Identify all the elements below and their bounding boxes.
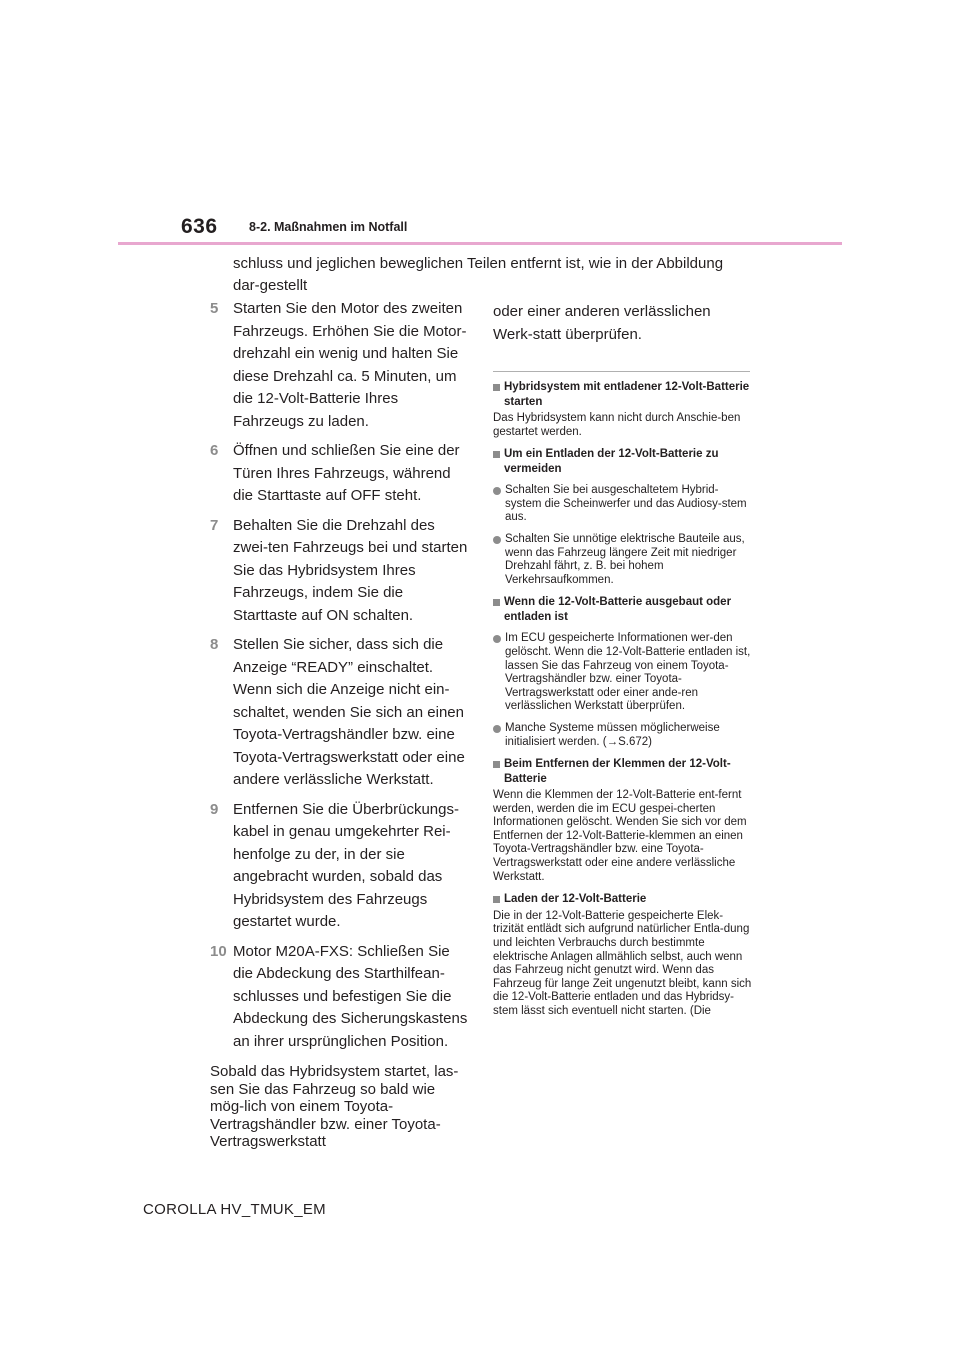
square-bullet-icon [493,451,500,458]
note-heading-text: Laden der 12-Volt-Batterie [504,893,647,906]
step-number: 9 [210,800,219,818]
section-title: 8-2. Maßnahmen im Notfall [249,220,408,234]
note-bullet-text: Im ECU gespeicherte Informationen wer-den gelöscht. Wenn die 12-Volt-Batterie entladen ist, lassen Sie das Fahrzeug von einem Toyota-Vertragshändler bzw. einer Toyota-Vertragswerkstatt oder einer ande-ren verlässlichen Werkstatt überprüfen. [505,632,751,713]
circle-bullet-icon [493,487,501,495]
note-body: Das Hybridsystem kann nicht durch Anschie-ben gestartet werden. [493,412,741,438]
note-heading-text: Hybridsystem mit entladener 12-Volt-Batterie starten [504,381,750,408]
note-body: Die in der 12-Volt-Batterie gespeicherte Elek-trizität entlädt sich aufgrund natürlicher Entla-dung und leichten Verbrauchs durch bestimmte elektrische Anlagen allmählich selbst, auch wenn das Fahrzeug nicht genutzt wird. Wenn das Fahrzeug für lange Zeit ungenutzt bleibt, kann sich die 12-Volt-Batterie entladen und das Hybridsy-stem lässt sich eventuell nicht starten. (Die [493,909,752,1017]
note-bullet-text: Schalten Sie bei ausgeschaltetem Hybrid-system die Scheinwerfer und das Audiosy-stem aus. [505,484,747,524]
note-heading [493,595,753,624]
note-heading [493,757,753,786]
steps-column [210,298,470,1151]
notes-divider [493,371,750,372]
intro-paragraph: schluss und jeglichen beweglichen Teilen entfernt ist, wie in der Abbildung dar-gestellt [233,255,724,294]
square-bullet-icon [493,599,500,606]
note-heading-text: Wenn die 12-Volt-Batterie ausgebaut oder entladen ist [504,596,732,623]
note-bullet [493,484,753,525]
note-bullet-text: Manche Systeme müssen möglicherweise initialisiert werden. (→S.672) [505,721,720,748]
step-number: 6 [210,442,219,459]
note-heading [493,447,753,476]
step-number: 5 [210,300,219,317]
circle-bullet-icon [493,725,501,733]
footer-model-code: COROLLA HV_TMUK_EM [143,1201,326,1218]
step-item [210,634,470,792]
note-heading-text: Beim Entfernen der Klemmen der 12-Volt-Batterie [504,758,731,785]
note-heading-text: Um ein Entladen der 12-Volt-Batterie zu vermeiden [504,448,719,475]
note-heading [493,380,753,409]
note-bullet [493,632,753,714]
notes-column [493,301,753,1019]
circle-bullet-icon [493,635,501,643]
note-bullet [493,533,753,587]
step-item [210,440,470,508]
step-text: Öffnen und schließen Sie eine der Türen Ihres Fahrzeugs, während die Starttaste auf OFF steht. [233,442,460,504]
step-number: 8 [210,636,219,653]
step-text: Entfernen Sie die Überbrückungs-kabel in genau umgekehrter Rei-henfolge zu der, in der sie angebracht wurden, sobald das Hybridsystem des Fahrzeugs gestartet wurde. [233,800,459,930]
step-item [210,298,470,433]
step-item [210,515,470,628]
note-bullet [493,722,753,749]
square-bullet-icon [493,384,500,391]
note-body: Wenn die Klemmen der 12-Volt-Batterie ent-fernt werden, werden die im ECU gespei-cherten Informationen gelöscht. Wenden Sie sich vor dem Entfernen der 12-Volt-Batterie-klemmen an einen Toyota-Vertragshändler bzw. eine Toyota-Vertragswerkstatt oder eine andere verlässliche Werkstatt. [493,789,747,883]
page-number: 636 [181,215,218,238]
step-text: Stellen Sie sicher, dass sich die Anzeige “READY” einschaltet. Wenn sich die Anzeige nicht ein-schaltet, wenden Sie sich an einen Toyota-Vertragshändler bzw. eine Toyota-Vertragswerkstatt oder eine andere verlässliche Werkstatt. [233,636,465,788]
continuation-text: oder einer anderen verlässlichen Werk-statt überprüfen. [493,303,711,343]
step-text: Starten Sie den Motor des zweiten Fahrzeugs. Erhöhen Sie die Motor-drehzahl ein wenig und halten Sie diese Drehzahl ca. 5 Minuten, um die 12-Volt-Batterie Ihres Fahrzeugs zu laden. [233,300,467,430]
step-text: Behalten Sie die Drehzahl des zwei-ten Fahrzeugs bei und starten Sie das Hybridsystem Ihres Fahrzeugs, indem Sie die Starttaste auf ON schalten. [233,516,468,624]
circle-bullet-icon [493,536,501,544]
step-item [210,799,470,934]
square-bullet-icon [493,761,500,768]
step-text: Motor M20A-FXS: Schließen Sie die Abdeckung des Starthilfean-schlusses und befestigen Sie die Abdeckung des Sicherungskastens an ihrer ursprünglichen Position. [233,942,468,1050]
note-heading [493,892,753,907]
closing-paragraph: Sobald das Hybridsystem startet, las-sen Sie das Fahrzeug so bald wie mög-lich von einem Toyota-Vertragshändler bzw. einer Toyota-Vertragswerkstatt [210,1063,459,1150]
step-item [210,941,470,1054]
step-number: 10 [210,942,227,960]
note-bullet-text: Schalten Sie unnötige elektrische Bauteile aus, wenn das Fahrzeug längere Zeit mit niedriger Drehzahl fährt, z. B. bei hohem Verkehrsaufkommen. [505,532,745,586]
square-bullet-icon [493,896,500,903]
step-number: 7 [210,516,219,534]
header-divider [118,242,842,245]
